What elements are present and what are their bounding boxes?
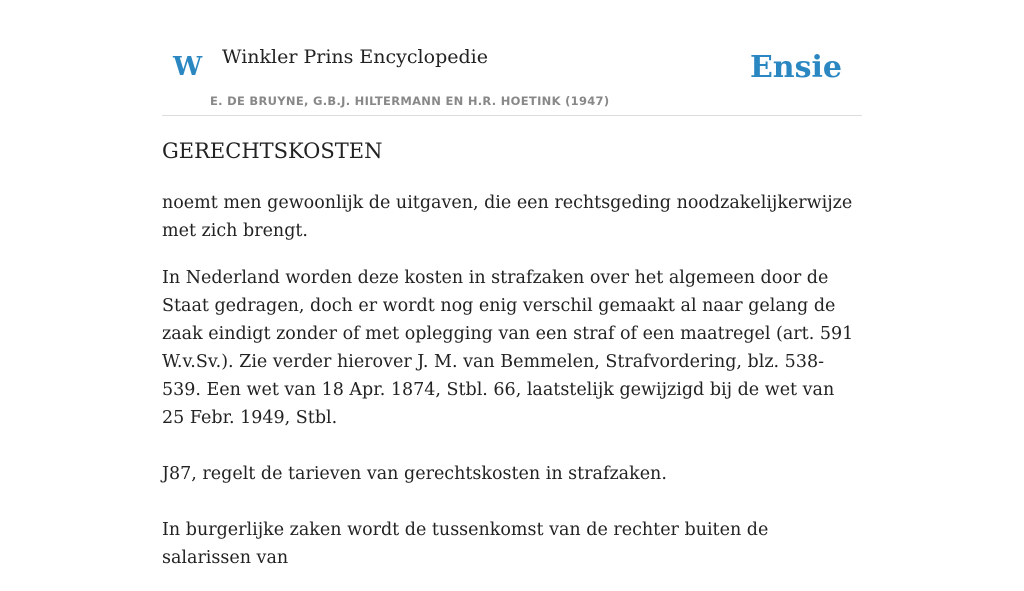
article-paragraph: J87, regelt de tarieven van gerechtskosten in strafzaken. — [162, 464, 667, 485]
ensie-logo[interactable]: Ensie — [749, 50, 842, 85]
winkler-prins-logo[interactable]: W — [173, 52, 203, 82]
article-content — [162, 138, 862, 591]
article-title: GERECHTSKOSTEN — [162, 139, 383, 163]
source-authors: E. DE BRUYNE, G.B.J. HILTERMANN EN H.R. HOETINK (1947) — [210, 94, 610, 108]
article-paragraph: In burgerlijke zaken wordt de tussenkomst van de rechter buiten de salarissen van — [162, 520, 769, 569]
article-paragraph: noemt men gewoonlijk de uitgaven, die een rechtsgeding noodzakelijkerwijze met zich brengt. — [162, 193, 853, 242]
source-title[interactable]: Winkler Prins Encyclopedie — [222, 46, 488, 68]
source-header — [162, 40, 862, 116]
article-paragraph: In Nederland worden deze kosten in strafzaken over het algemeen door de Staat gedragen, doch er wordt nog enig verschil gemaakt al naar gelang de zaak eindigt zonder of met oplegging van een straf of een maatregel (art. 591 W.v.Sv.). Zie verder hierover J. M. van Bemmelen, Strafvordering, blz. 538-539. Een wet van 18 Apr. 1874, Stbl. 66, laatstelijk gewijzigd bij de wet van 25 Febr. 1949, Stbl. — [162, 268, 854, 429]
